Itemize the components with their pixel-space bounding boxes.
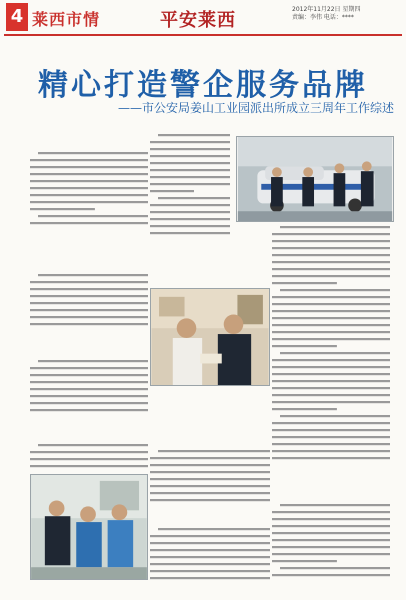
text-line bbox=[30, 288, 148, 290]
text-line bbox=[30, 159, 148, 161]
text-line bbox=[158, 528, 270, 530]
text-line bbox=[30, 316, 148, 318]
text-line bbox=[38, 215, 148, 217]
text-line bbox=[272, 345, 337, 347]
text-line bbox=[272, 525, 390, 527]
issue-date: 2012年11月22日 星期四 bbox=[292, 6, 361, 13]
text-line bbox=[150, 570, 270, 572]
text-line bbox=[272, 324, 390, 326]
text-line bbox=[272, 429, 390, 431]
text-line bbox=[272, 247, 390, 249]
paper-name: 莱西市情 bbox=[32, 10, 101, 29]
text-line bbox=[150, 141, 230, 143]
text-line bbox=[30, 323, 148, 325]
text-line bbox=[150, 457, 270, 459]
text-line bbox=[38, 274, 148, 276]
text-line bbox=[30, 367, 148, 369]
text-line bbox=[30, 208, 95, 210]
text-line bbox=[272, 443, 390, 445]
text-line bbox=[30, 374, 148, 376]
photo-officer-visiting-resident-image bbox=[151, 289, 269, 385]
text-line bbox=[150, 162, 230, 164]
text-line bbox=[30, 458, 148, 460]
text-line bbox=[272, 310, 390, 312]
text-line bbox=[158, 450, 270, 452]
text-line bbox=[150, 155, 230, 157]
text-line bbox=[272, 511, 390, 513]
body-text-column-2b bbox=[150, 446, 270, 506]
text-line bbox=[272, 532, 390, 534]
text-line bbox=[272, 387, 390, 389]
text-line bbox=[30, 201, 148, 203]
text-line bbox=[30, 222, 148, 224]
text-lines bbox=[150, 130, 230, 240]
text-line bbox=[272, 317, 390, 319]
text-line bbox=[280, 415, 390, 417]
text-line bbox=[272, 275, 390, 277]
text-line bbox=[272, 338, 390, 340]
photo-officers-with-car-image bbox=[237, 137, 393, 221]
photo-officer-with-workers bbox=[30, 474, 148, 580]
text-line bbox=[272, 457, 390, 459]
text-line bbox=[150, 211, 230, 213]
text-line bbox=[272, 574, 390, 576]
text-line bbox=[272, 261, 390, 263]
text-line bbox=[272, 373, 390, 375]
text-line bbox=[272, 240, 390, 242]
text-line bbox=[30, 451, 148, 453]
text-line bbox=[150, 148, 230, 150]
text-line bbox=[30, 465, 148, 467]
body-text-column-2c bbox=[150, 524, 270, 580]
text-line bbox=[150, 183, 230, 185]
text-line bbox=[272, 282, 337, 284]
issue-editor: 责编：李伟 电话：**** bbox=[292, 14, 354, 21]
text-line bbox=[30, 402, 148, 404]
text-line bbox=[150, 478, 270, 480]
text-line bbox=[272, 450, 390, 452]
text-line bbox=[272, 380, 390, 382]
section-title: 平安莱西 bbox=[160, 10, 236, 31]
page-number: 4 bbox=[6, 3, 28, 31]
body-text-column-3b bbox=[272, 500, 390, 580]
text-lines bbox=[30, 270, 148, 330]
text-line bbox=[272, 560, 337, 562]
body-text-column-1b bbox=[30, 270, 148, 330]
text-line bbox=[272, 296, 390, 298]
text-lines bbox=[150, 524, 270, 580]
text-line bbox=[272, 394, 390, 396]
text-line bbox=[38, 360, 148, 362]
text-line bbox=[150, 549, 270, 551]
text-line bbox=[150, 176, 230, 178]
text-line bbox=[272, 401, 390, 403]
text-line bbox=[272, 303, 390, 305]
text-line bbox=[280, 504, 390, 506]
text-line bbox=[272, 436, 390, 438]
text-lines bbox=[150, 446, 270, 506]
text-line bbox=[272, 422, 390, 424]
text-line bbox=[30, 166, 148, 168]
text-line bbox=[272, 553, 390, 555]
body-text-column-1c bbox=[30, 356, 148, 416]
body-text-column-3a bbox=[272, 222, 390, 462]
text-line bbox=[272, 408, 337, 410]
photo-officer-with-workers-image bbox=[31, 475, 147, 579]
text-line bbox=[150, 577, 270, 579]
text-line bbox=[30, 180, 148, 182]
body-text-column-1d bbox=[30, 440, 148, 470]
photo-officer-visiting-resident bbox=[150, 288, 270, 386]
text-line bbox=[272, 366, 390, 368]
text-line bbox=[30, 388, 148, 390]
text-line bbox=[150, 535, 270, 537]
text-line bbox=[150, 471, 270, 473]
text-line bbox=[272, 359, 390, 361]
text-line bbox=[30, 381, 148, 383]
text-line bbox=[30, 173, 148, 175]
text-line bbox=[272, 233, 390, 235]
text-line bbox=[280, 226, 390, 228]
text-line bbox=[38, 152, 148, 154]
text-line bbox=[30, 281, 148, 283]
subheadline: ——市公安局姜山工业园派出所成立三周年工作综述 bbox=[118, 101, 395, 115]
page-header bbox=[0, 0, 406, 38]
text-lines bbox=[272, 500, 390, 580]
text-line bbox=[150, 485, 270, 487]
text-line bbox=[272, 518, 390, 520]
photo-officers-with-car bbox=[236, 136, 394, 222]
text-line bbox=[158, 197, 230, 199]
text-line bbox=[272, 546, 390, 548]
text-line bbox=[30, 409, 148, 411]
text-line bbox=[150, 204, 230, 206]
text-line bbox=[150, 542, 270, 544]
text-line bbox=[272, 254, 390, 256]
text-line bbox=[30, 187, 148, 189]
text-line bbox=[272, 268, 390, 270]
text-line bbox=[150, 169, 230, 171]
header-rule bbox=[4, 34, 402, 36]
text-line bbox=[150, 464, 270, 466]
headline: 精心打造警企服务品牌 bbox=[38, 68, 368, 103]
issue-info bbox=[292, 6, 402, 22]
body-text-column-2a bbox=[150, 130, 230, 240]
text-line bbox=[158, 134, 230, 136]
text-line bbox=[150, 232, 230, 234]
text-line bbox=[272, 539, 390, 541]
text-lines bbox=[30, 148, 148, 228]
text-line bbox=[150, 225, 230, 227]
text-line bbox=[280, 352, 390, 354]
text-line bbox=[272, 331, 390, 333]
text-line bbox=[38, 444, 148, 446]
text-line bbox=[280, 567, 390, 569]
body-text-column-1a bbox=[30, 148, 148, 228]
text-line bbox=[30, 295, 148, 297]
text-line bbox=[30, 194, 148, 196]
text-lines bbox=[30, 440, 148, 470]
text-line bbox=[150, 556, 270, 558]
text-line bbox=[30, 302, 148, 304]
text-line bbox=[30, 395, 148, 397]
text-lines bbox=[30, 356, 148, 416]
text-line bbox=[30, 309, 148, 311]
text-lines bbox=[272, 222, 390, 462]
text-line bbox=[150, 563, 270, 565]
text-line bbox=[150, 190, 194, 192]
text-line bbox=[280, 289, 390, 291]
text-line bbox=[150, 492, 270, 494]
text-line bbox=[150, 499, 270, 501]
text-line bbox=[150, 218, 230, 220]
